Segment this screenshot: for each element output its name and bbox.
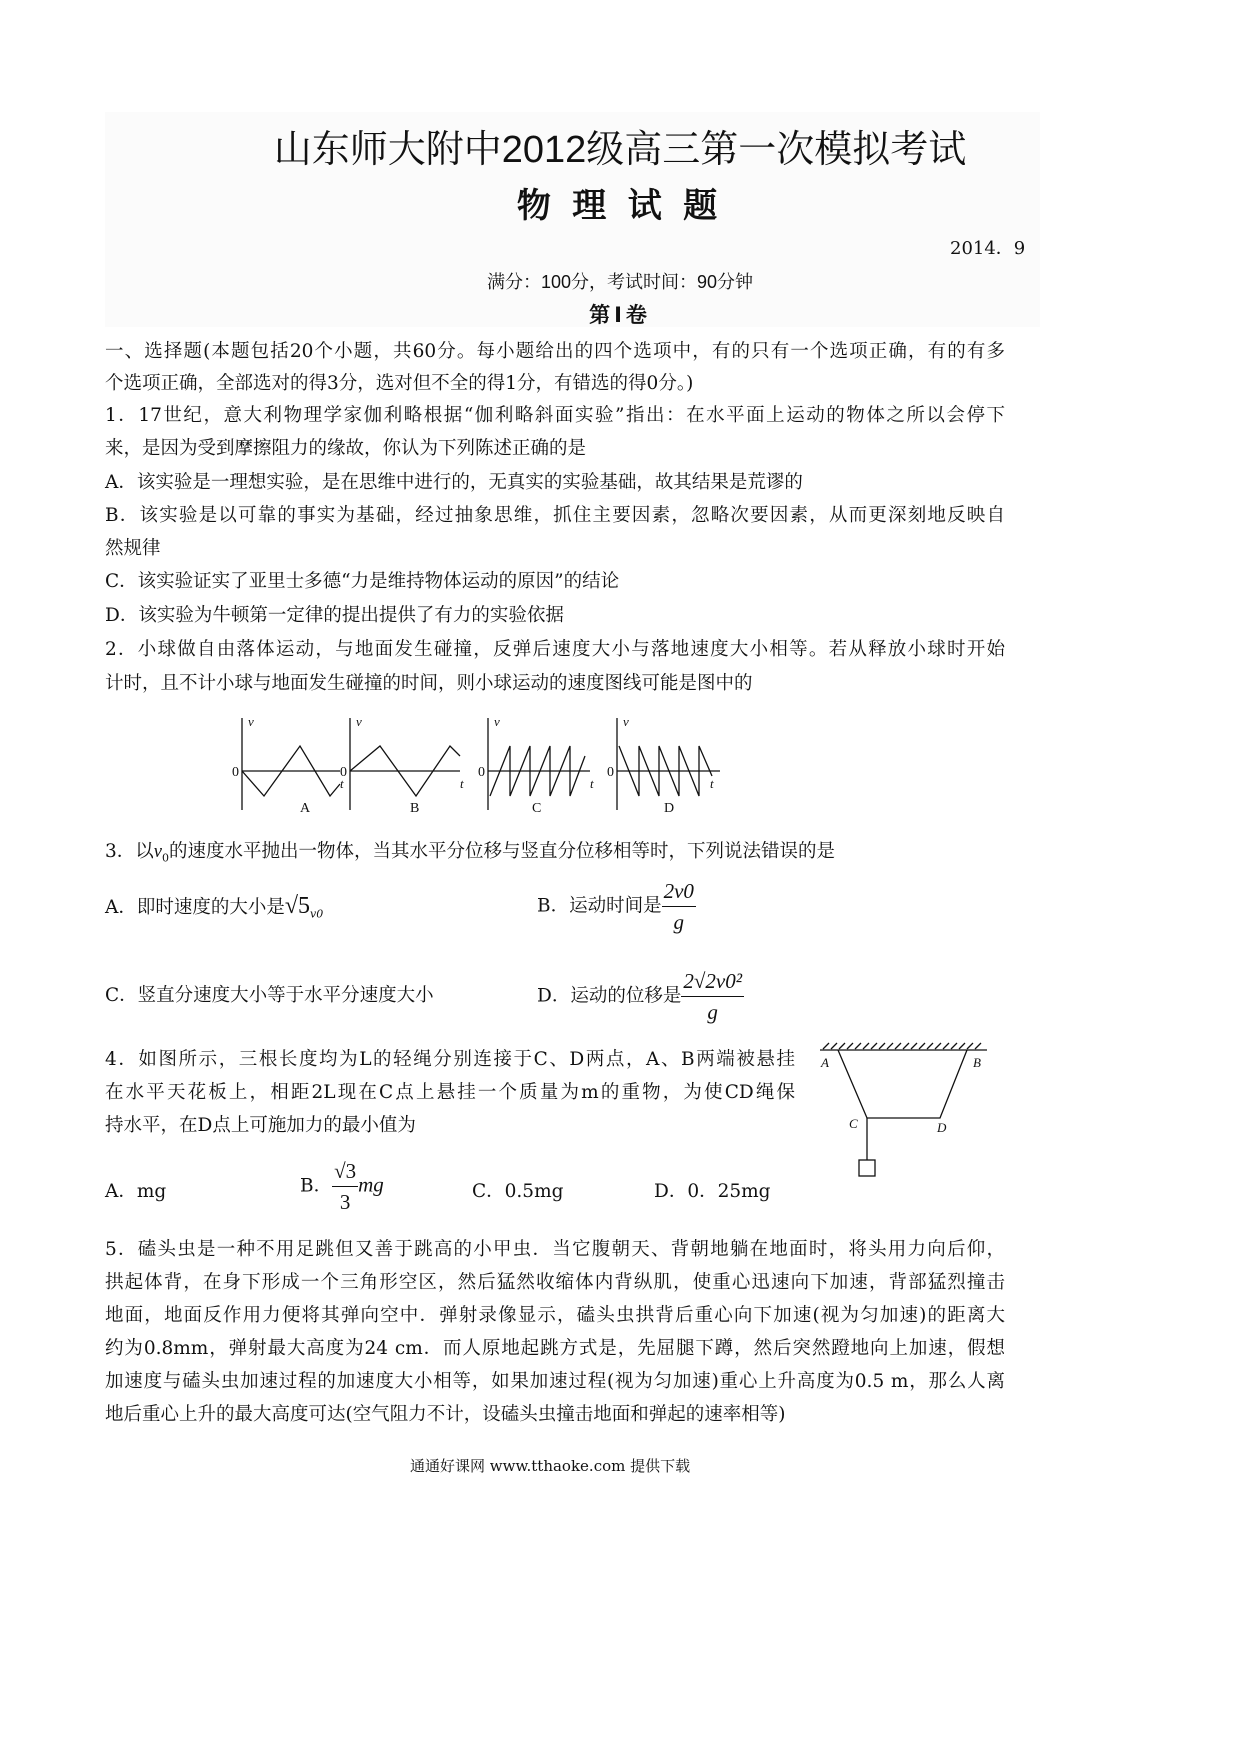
q3-a-math: √5	[284, 893, 311, 919]
axis-v-label: v	[248, 714, 254, 729]
graph-label-d: D	[664, 801, 675, 816]
axis-v-label: v	[356, 714, 362, 729]
axis-v-label: v	[623, 714, 629, 729]
q4-rope-diagram	[815, 1040, 995, 1185]
q3-option-a	[105, 893, 323, 921]
point-c-label: C	[849, 1116, 858, 1131]
q3-var: v	[153, 842, 162, 862]
q4-option-c: C．0.5mg	[472, 1181, 564, 1202]
q1-stem: 来，是因为受到摩擦阻力的缘故，你认为下列陈述正确的是	[105, 438, 587, 459]
q2-stem: 计时，且不计小球与地面发生碰撞的时间，则小球运动的速度图线可能是图中的	[105, 673, 753, 694]
q4-b-prefix: B．	[300, 1175, 333, 1197]
exam-title: 山东师大附中2012级高三第一次模拟考试	[273, 129, 967, 171]
q2-velocity-graphs	[220, 710, 740, 830]
q3-stem-pre: 3．以	[105, 841, 154, 862]
q3-stem-post: 的速度水平抛出一物体，当其水平分位移与竖直分位移相等时，下列说法错误的是	[169, 841, 836, 862]
q5-stem: 地后重心上升的最大高度可达(空气阻力不计，设磕头虫撞击地面和弹起的速率相等)	[105, 1404, 786, 1425]
numerator: √3	[332, 1156, 358, 1187]
exam-date: 2014．9	[950, 238, 1026, 259]
numerator: 2√2v0²	[681, 966, 744, 997]
axis-t-label: t	[590, 776, 594, 791]
volume-label: 第Ⅰ卷	[589, 304, 651, 327]
q3-d-fraction	[681, 966, 744, 1027]
denominator: 3	[339, 1190, 351, 1214]
origin-label: 0	[607, 765, 614, 780]
q4-option-b	[300, 1156, 384, 1217]
q3-option-b	[537, 876, 696, 937]
exam-subtitle: 物 理 试 题	[516, 187, 724, 225]
q1-option-b: B．该实验是以可靠的事实为基础，经过抽象思维，抓住主要因素，忽略次要因素，从而更深刻地反映自	[105, 505, 1005, 526]
q4-b-fraction	[332, 1156, 358, 1217]
axis-t-label: t	[340, 776, 344, 791]
q5-stem: 地面，地面反作用力便将其弹向空中．弹射录像显示，磕头虫拱背后重心向下加速(视为匀加速)的距离大	[105, 1305, 1005, 1326]
axis-t-label: t	[710, 776, 714, 791]
score-info: 满分：100分，考试时间：90分钟	[486, 272, 754, 292]
q2-stem: 2．小球做自由落体运动，与地面发生碰撞，反弹后速度大小与落地速度大小相等。若从释放小球时开始	[105, 639, 1005, 660]
q4-stem: 持水平，在D点上可施加力的最小值为	[105, 1115, 416, 1136]
q3-b-text: B．运动时间是	[537, 895, 662, 917]
q4-option-a: A．mg	[105, 1181, 167, 1202]
point-a-label: A	[821, 1055, 829, 1070]
q1-option-d: D．该实验为牛顿第一定律的提出提供了有力的实验依据	[105, 605, 564, 626]
axis-v-label: v	[494, 714, 500, 729]
denominator: g	[673, 910, 685, 934]
q3-option-c: C．竖直分速度大小等于水平分速度大小	[105, 985, 434, 1006]
q1-option-b-cont: 然规律	[105, 538, 161, 559]
q3-sub: 0	[162, 851, 169, 865]
denominator: g	[707, 1000, 718, 1024]
q3-b-fraction	[662, 876, 696, 937]
q4-stem: 在水平天花板上，相距2L现在C点上悬挂一个质量为m的重物，为使CD绳保	[105, 1082, 795, 1103]
q1-option-a: A．该实验是一理想实验，是在思维中进行的，无真实的实验基础，故其结果是荒谬的	[105, 472, 803, 493]
q5-stem: 拱起体背，在身下形成一个三角形空区，然后猛然收缩体内背纵肌，使重心迅速向下加速，背部猛烈撞击	[105, 1272, 1005, 1293]
section-intro-line: 一、选择题(本题包括20个小题，共60分。每小题给出的四个选项中，有的只有一个选项正确，有的有多	[105, 341, 1005, 362]
graph-label-a: A	[300, 801, 311, 816]
graph-label-b: B	[410, 801, 420, 816]
origin-label: 0	[340, 765, 347, 780]
point-b-label: B	[973, 1055, 981, 1070]
graph-label-c: C	[532, 801, 542, 816]
origin-label: 0	[478, 765, 485, 780]
q4-option-d: D．0．25mg	[654, 1181, 771, 1202]
q5-stem: 约为0.8mm，弹射最大高度为24 cm．而人原地起跳方式是，先屈腿下蹲，然后突然蹬地向上加速，假想	[105, 1338, 1005, 1359]
origin-label: 0	[232, 765, 239, 780]
point-d-label: D	[937, 1120, 947, 1135]
q1-stem: 1．17世纪，意大利物理学家伽利略根据“伽利略斜面实验”指出：在水平面上运动的物体之所以会停下	[105, 405, 1005, 426]
q3-stem	[105, 840, 835, 871]
axis-t-label: t	[460, 776, 464, 791]
q4-b-suffix: mg	[358, 1172, 384, 1197]
footer-text: 通通好课网 www.tthaoke.com 提供下载	[410, 1457, 691, 1475]
q1-option-c: C．该实验证实了亚里士多德“力是维持物体运动的原因”的结论	[105, 571, 620, 592]
numerator: 2v0	[662, 876, 696, 907]
q3-a-text: A．即时速度的大小是	[105, 897, 285, 918]
q4-stem: 4．如图所示，三根长度均为L的轻绳分别连接于C、D两点，A、B两端被悬挂	[105, 1049, 795, 1070]
q3-a-sub: v0	[310, 907, 324, 921]
q3-d-text: D．运动的位移是	[537, 985, 682, 1007]
section-intro-line: 个选项正确，全部选对的得3分，选对但不全的得1分，有错选的得0分。)	[105, 373, 694, 394]
q5-stem: 加速度与磕头虫加速过程的加速度大小相等，如果加速过程(视为匀加速)重心上升高度为0.5 m，那么人离	[105, 1371, 1005, 1392]
q5-stem: 5．磕头虫是一种不用足跳但又善于跳高的小甲虫．当它腹朝天、背朝地躺在地面时，将头用力向后仰，	[105, 1239, 1005, 1260]
q3-option-d	[537, 966, 744, 1027]
